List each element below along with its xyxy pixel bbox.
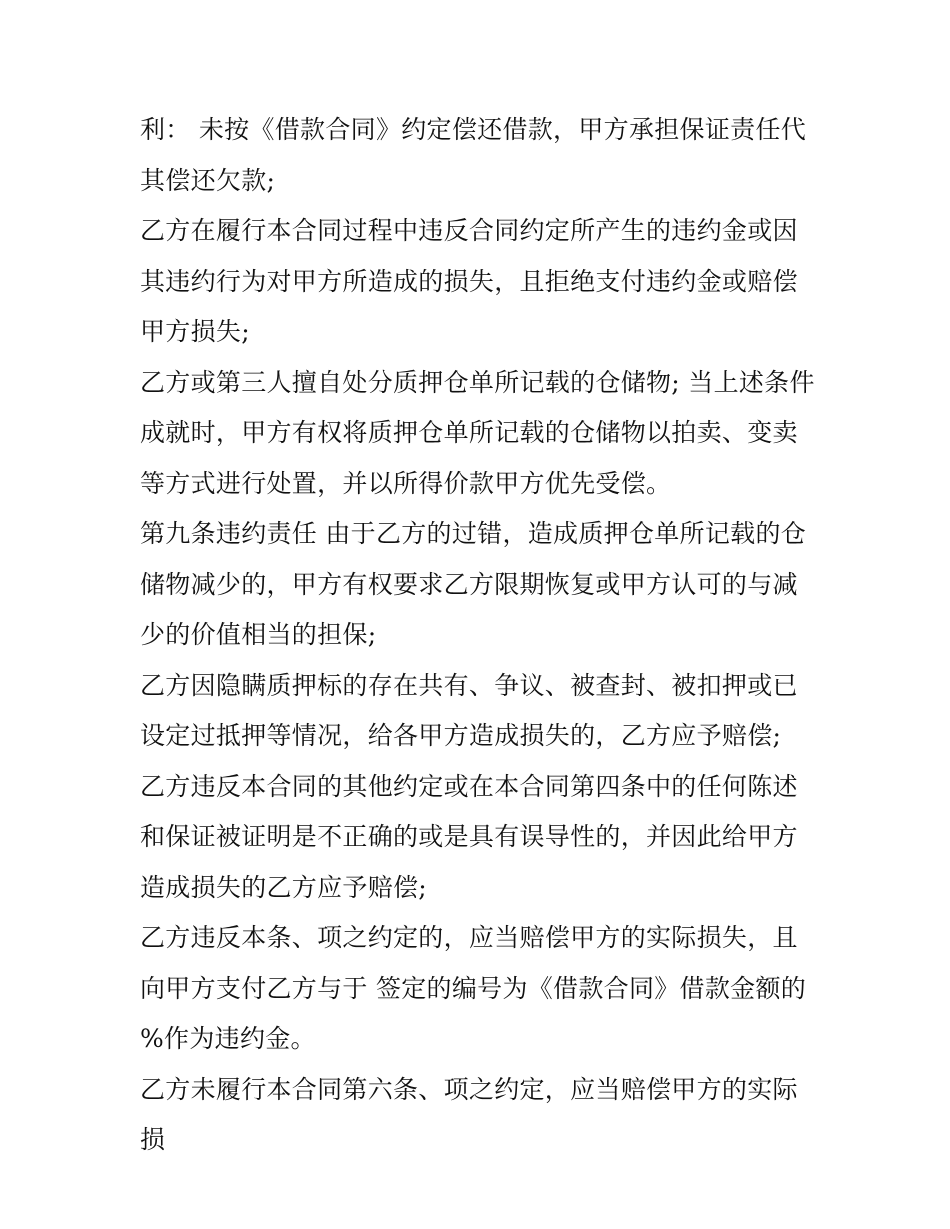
paragraph-7: 乙方违反本条、项之约定的，应当赔偿甲方的实际损失，且向甲方支付乙方与于 签定的编号为《借款合同》借款金额的 %作为违约金。 (140, 923, 807, 1053)
paragraph-1: 利： 未按《借款合同》约定偿还借款，甲方承担保证责任代其偿还欠款; (140, 115, 807, 195)
document-body (140, 105, 820, 1166)
paragraph-5: 乙方因隐瞒质押标的存在共有、争议、被查封、被扣押或已设定过抵押等情况，给各甲方造成损失的，乙方应予赔偿; (140, 670, 798, 750)
paragraph-4: 第九条违约责任 由于乙方的过错，造成质押仓单所记载的仓储物减少的，甲方有权要求乙方限期恢复或甲方认可的与减少的价值相当的担保; (140, 519, 807, 649)
paragraph-8: 乙方未履行本合同第六条、项之约定，应当赔偿甲方的实际损 (140, 1074, 798, 1154)
paragraph-6: 乙方违反本合同的其他约定或在本合同第四条中的任何陈述和保证被证明是不正确的或是具有误导性的，并因此给甲方造成损失的乙方应予赔偿; (140, 771, 798, 902)
paragraph-2: 乙方在履行本合同过程中违反合同约定所产生的违约金或因其违约行为对甲方所造成的损失，且拒绝支付违约金或赔偿甲方损失; (140, 216, 798, 346)
paragraph-3: 乙方或第三人擅自处分质押仓单所记载的仓储物; 当上述条件成就时，甲方有权将质押仓单所记载的仓储物以拍卖、变卖等方式进行处置，并以所得价款甲方优先受偿。 (140, 367, 815, 498)
